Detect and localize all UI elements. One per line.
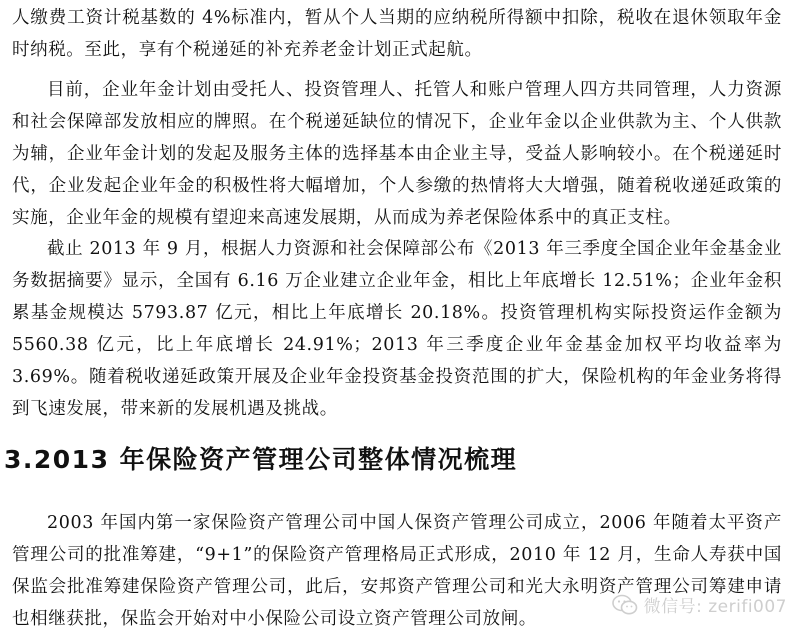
wechat-icon	[612, 594, 638, 616]
paragraph-2: 目前，企业年金计划由受托人、投资管理人、托管人和账户管理人四方共同管理，人力资源和社会保障部发放相应的牌照。在个税递延缺位的情况下，企业年金以企业供款为主、个人供款为辅，企业年金计划的发起及服务主体的选择基本由企业主导，受益人影响较小。在个税递延时代，企业发起企业年金的积极性将大幅增加，个人参缴的热情将大大增强，随着税收递延政策的实施，企业年金的规模有望迎来高速发展期，从而成为养老保险体系中的真正支柱。	[12, 80, 782, 228]
paragraph-4: 2003 年国内第一家保险资产管理公司中国人保资产管理公司成立，2006 年随着太平资产管理公司的批准筹建，“9+1”的保险资产管理格局正式形成，2010 年 12 月，生命人寿获中国保监会批准筹建保险资产管理公司，此后，安邦资产管理公司和光大永明资产管理公司筹建申请也相继获批，保监会开始对中小保险公司设立资产管理公司放闸。	[12, 513, 782, 629]
paragraph-1: 人缴费工资计税基数的 4%标准内，暂从个人当期的应纳税所得额中扣除，税收在退休领取年金时纳税。至此，享有个税递延的补充养老金计划正式起航。	[12, 8, 782, 60]
watermark-text: 微信号: zerifi007	[643, 597, 787, 617]
watermark	[612, 592, 787, 617]
paragraph-3: 截止 2013 年 9 月，根据人力资源和社会保障部公布《2013 年三季度全国企业年金基金业务数据摘要》显示，全国有 6.16 万企业建立企业年金，相比上年底增长 12.51%；企业年金积累基金规模达 5793.87 亿元，相比上年底增长 20.18%。投资管理机构实际投资运作金额为 5560.38 亿元，比上年底增长 24.91%；2013 年三季度企业年金基金加权平均收益率为 3.69%。随着税收递延政策开展及企业年金投资基金投资范围的扩大，保险机构的年金业务将得到飞速发展，带来新的发展机遇及挑战。	[12, 239, 782, 419]
section-heading: 3.2013 年保险资产管理公司整体情况梳理	[4, 445, 518, 474]
